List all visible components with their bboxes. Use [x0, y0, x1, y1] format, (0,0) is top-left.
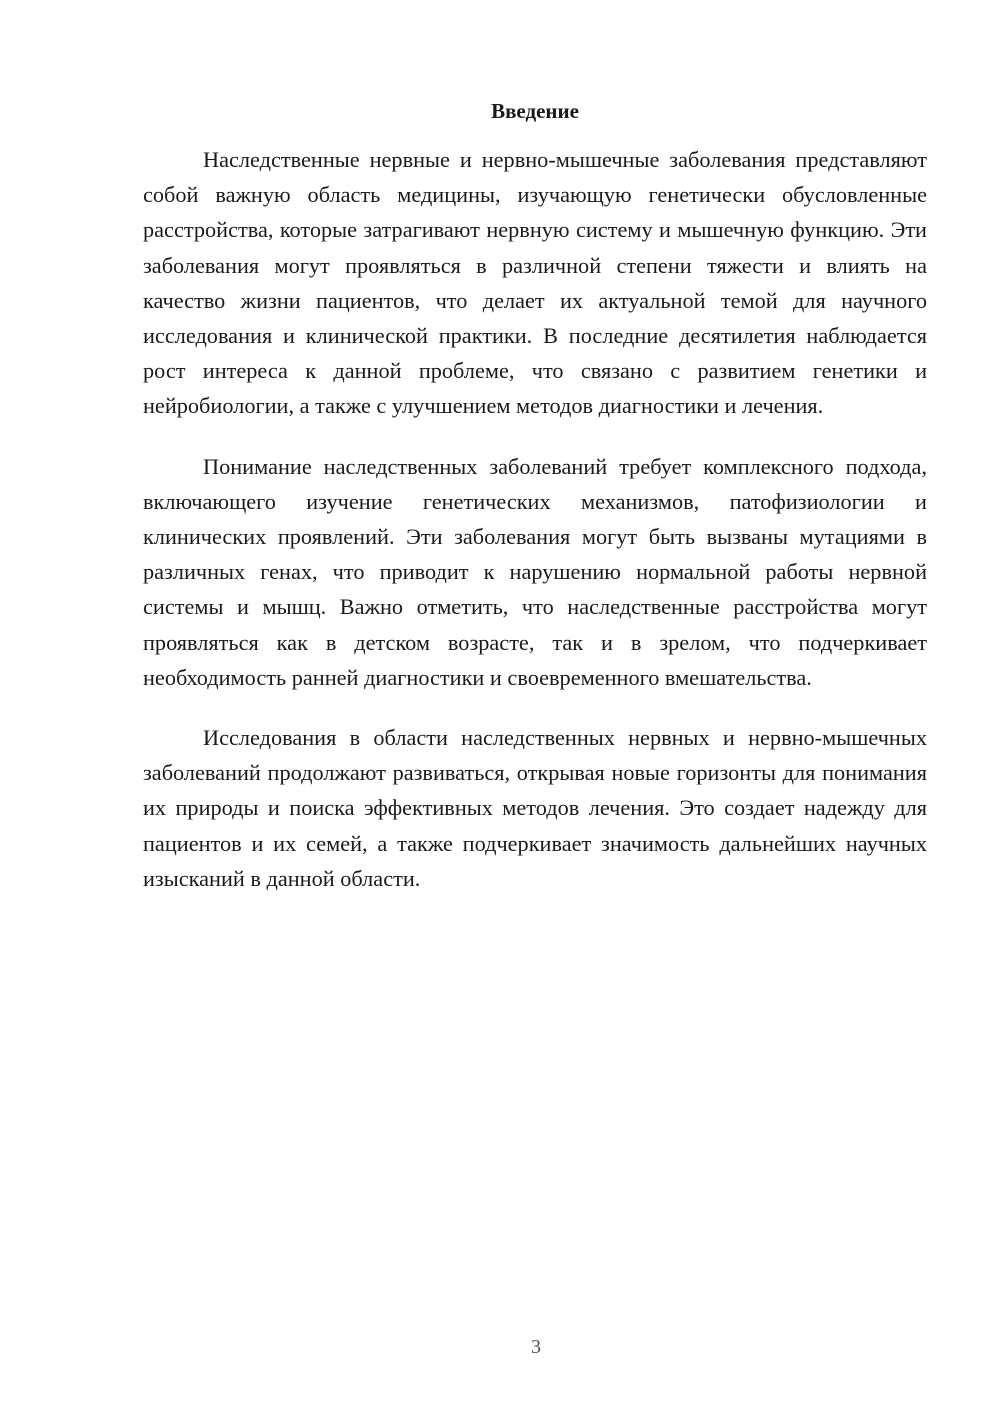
body-text: [143, 142, 927, 921]
paragraph-1: Наследственные нервные и нервно-мышечные заболевания представляют собой важную область медицины, изучающую генетически обусловленные расстройства, которые затрагивают нервную систему и мышечную функцию. Эти заболевания могут проявляться в различной степени тяжести и влиять на качество жизни пациентов, что делает их актуальной темой для научного исследования и клинической практики. В последние десятилетия наблюдается рост интереса к данной проблеме, что связано с развитием генетики и нейробиологии, а также с улучшением методов диагностики и лечения.: [143, 147, 927, 419]
paragraph-2: Понимание наследственных заболеваний требует комплексного подхода, включающего изучение генетических механизмов, патофизиологии и клинических проявлений. Эти заболевания могут быть вызваны мутациями в различных генах, что приводит к нарушению нормальной работы нервной системы и мышц. Важно отметить, что наследственные расстройства могут проявляться как в детском возрасте, так и в зрелом, что подчеркивает необходимость ранней диагностики и своевременного вмешательства.: [143, 453, 927, 690]
paragraph-3: Исследования в области наследственных нервных и нервно-мышечных заболеваний продолжают развиваться, открывая новые горизонты для понимания их природы и поиска эффективных методов лечения. Это создает надежду для пациентов и их семей, а также подчеркивает значимость дальнейших научных изысканий в данной области.: [143, 725, 927, 891]
section-heading: Введение: [491, 99, 579, 123]
page-number: 3: [531, 1336, 541, 1358]
